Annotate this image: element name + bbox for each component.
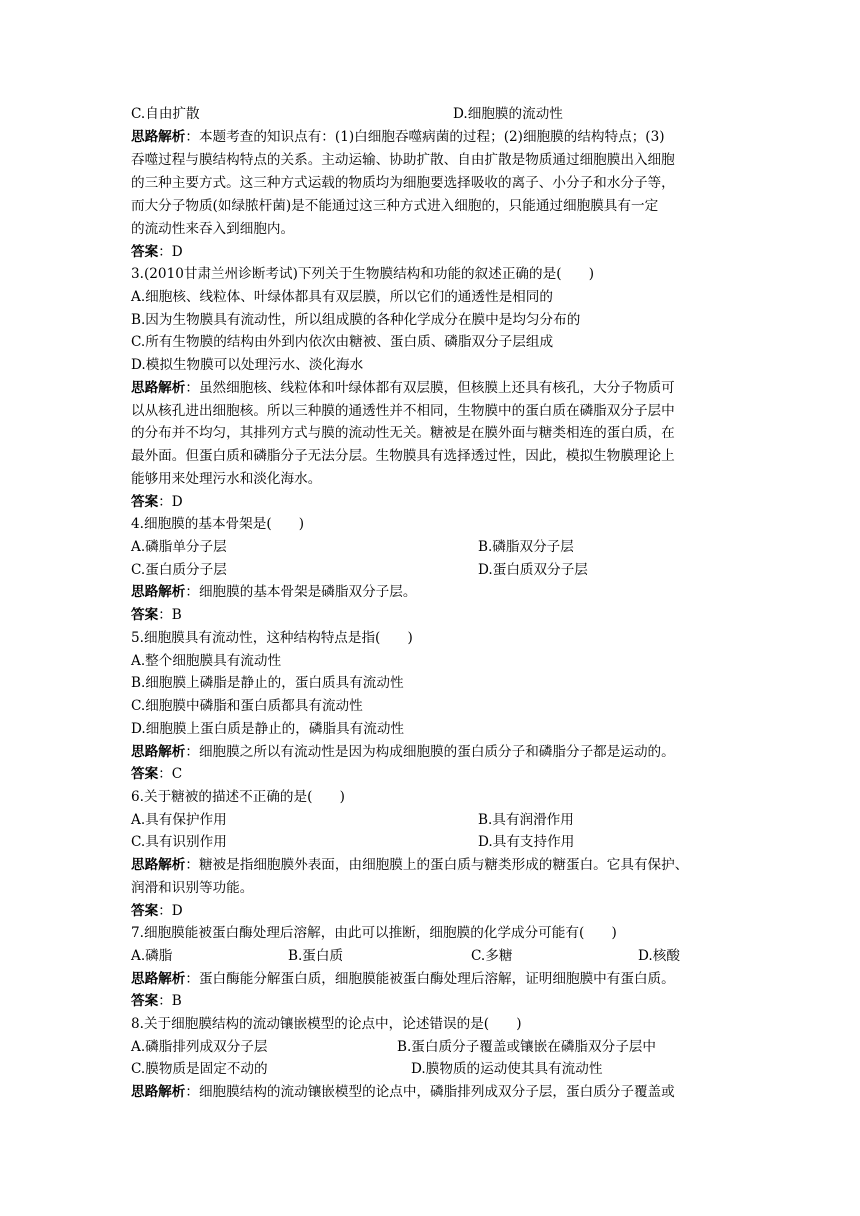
- q6-options-cd: [131, 831, 731, 854]
- q5-analysis-line-1: [131, 741, 731, 764]
- q3-option-a: A.细胞核、线粒体、叶绿体都具有双层膜，所以它们的通透性是相同的: [131, 289, 553, 305]
- q8-option-d: D.膜物质的运动使其具有流动性: [411, 1061, 603, 1077]
- q2-answer-value: ：D: [158, 244, 183, 260]
- q7-answer-value: ：B: [158, 993, 182, 1009]
- q2-analysis-line-5: 的流动性来吞入到细胞内。: [131, 221, 295, 237]
- q4-analysis-text-1: ：细胞膜的基本骨架是磷脂双分子层。: [185, 584, 417, 600]
- q2-option-d: D.细胞膜的流动性: [453, 106, 563, 122]
- q8-analysis-text-1: ：细胞膜结构的流动镶嵌模型的论点中，磷脂排列成双分子层，蛋白质分子覆盖或: [185, 1084, 675, 1100]
- q5-answer-value: ：C: [158, 766, 183, 782]
- q6-answer: [131, 900, 731, 923]
- q2-analysis-line-2: 吞噬过程与膜结构特点的关系。主动运输、协助扩散、自由扩散是物质通过细胞膜出入细胞: [131, 152, 675, 168]
- q4-option-a: A.磷脂单分子层: [131, 539, 227, 555]
- q3-analysis-line-5: 能够用来处理污水和淡化海水。: [131, 471, 322, 487]
- q2-options-cd: [131, 103, 731, 126]
- q5-option-c: C.细胞膜中磷脂和蛋白质都具有流动性: [131, 698, 363, 714]
- q2-answer: [131, 241, 731, 264]
- q3-stem: 3.(2010甘肃兰州诊断考试)下列关于生物膜结构和功能的叙述正确的是( ): [131, 266, 594, 282]
- q6-analysis-text-1: ：糖被是指细胞膜外表面，由细胞膜上的蛋白质与糖类形成的糖蛋白。它具有保护、: [185, 857, 689, 873]
- q8-analysis-line-1: [131, 1081, 731, 1104]
- q5-answer: [131, 763, 731, 786]
- q7-stem: 7.细胞膜能被蛋白酶处理后溶解，由此可以推断，细胞膜的化学成分可能有( ): [131, 925, 617, 941]
- q6-option-d: D.具有支持作用: [478, 834, 575, 850]
- analysis-label: 思路解析: [131, 584, 186, 600]
- q4-option-d: D.蛋白质双分子层: [478, 562, 588, 578]
- q7-option-c: C.多糖: [471, 948, 513, 964]
- q3-option-b: B.因为生物膜具有流动性，所以组成膜的各种化学成分在膜中是均匀分布的: [131, 312, 581, 328]
- q3-analysis-line-3: 的分布并不均匀，其排列方式与膜的流动性无关。糖被是在膜外面与糖类相连的蛋白质，在: [131, 425, 675, 441]
- q4-stem: 4.细胞膜的基本骨架是( ): [131, 516, 305, 532]
- q4-options-cd: [131, 559, 731, 582]
- analysis-label: 思路解析: [131, 380, 186, 396]
- q7-option-a: A.磷脂: [131, 948, 173, 964]
- q6-option-c: C.具有识别作用: [131, 834, 227, 850]
- q3-analysis-text-1: ：虽然细胞核、线粒体和叶绿体都有双层膜，但核膜上还具有核孔，大分子物质可: [185, 380, 675, 396]
- q5-stem: 5.细胞膜具有流动性，这种结构特点是指( ): [131, 630, 413, 646]
- q6-answer-value: ：D: [158, 903, 183, 919]
- q4-answer-value: ：B: [158, 607, 182, 623]
- q8-stem: 8.关于细胞膜结构的流动镶嵌模型的论点中，论述错误的是( ): [131, 1016, 522, 1032]
- q8-options-cd: [131, 1058, 731, 1081]
- q2-analysis-line-3: 的三种主要方式。这三种方式运载的物质均为细胞要选择吸收的离子、小分子和水分子等，: [131, 175, 675, 191]
- q7-option-b: B.蛋白质: [288, 948, 344, 964]
- q7-analysis-text-1: ：蛋白酶能分解蛋白质，细胞膜能被蛋白酶处理后溶解，证明细胞膜中有蛋白质。: [185, 971, 675, 987]
- q3-answer: [131, 491, 731, 514]
- analysis-label: 思路解析: [131, 129, 186, 145]
- q4-option-b: B.磷脂双分子层: [478, 539, 574, 555]
- analysis-label: 思路解析: [131, 1084, 186, 1100]
- answer-label: 答案: [131, 607, 159, 623]
- q6-analysis-line-2: 润滑和识别等功能。: [131, 880, 254, 896]
- q4-analysis-line-1: [131, 581, 731, 604]
- q5-option-d: D.细胞膜上蛋白质是静止的，磷脂具有流动性: [131, 721, 405, 737]
- q2-analysis-line-1: [131, 126, 731, 149]
- q7-analysis-line-1: [131, 968, 731, 991]
- q6-analysis-line-1: [131, 854, 731, 877]
- q5-analysis-text-1: ：细胞膜之所以有流动性是因为构成细胞膜的蛋白质分子和磷脂分子都是运动的。: [185, 744, 675, 760]
- analysis-label: 思路解析: [131, 857, 186, 873]
- q8-option-b: B.蛋白质分子覆盖或镶嵌在磷脂双分子层中: [397, 1039, 656, 1055]
- q6-stem: 6.关于糖被的描述不正确的是( ): [131, 789, 345, 805]
- q3-answer-value: ：D: [158, 494, 183, 510]
- analysis-label: 思路解析: [131, 971, 186, 987]
- q3-option-d: D.模拟生物膜可以处理污水、淡化海水: [131, 357, 364, 373]
- q4-options-ab: [131, 536, 731, 559]
- q6-options-ab: [131, 809, 731, 832]
- q3-option-c: C.所有生物膜的结构由外到内依次由糖被、蛋白质、磷脂双分子层组成: [131, 334, 554, 350]
- answer-label: 答案: [131, 766, 159, 782]
- answer-label: 答案: [131, 494, 159, 510]
- answer-label: 答案: [131, 903, 159, 919]
- q3-analysis-line-1: [131, 377, 731, 400]
- q5-option-a: A.整个细胞膜具有流动性: [131, 653, 282, 669]
- q4-answer: [131, 604, 731, 627]
- q8-option-c: C.膜物质是固定不动的: [131, 1061, 268, 1077]
- q5-option-b: B.细胞膜上磷脂是静止的，蛋白质具有流动性: [131, 675, 404, 691]
- q4-option-c: C.蛋白质分子层: [131, 562, 227, 578]
- q8-options-ab: [131, 1036, 731, 1059]
- q7-answer: [131, 990, 731, 1013]
- q3-analysis-line-4: 最外面。但蛋白质和磷脂分子无法分层。生物膜具有选择透过性，因此，模拟生物膜理论上: [131, 448, 675, 464]
- q8-option-a: A.磷脂排列成双分子层: [131, 1039, 268, 1055]
- analysis-label: 思路解析: [131, 744, 186, 760]
- q7-options: [131, 945, 731, 968]
- q2-analysis-line-4: 而大分子物质(如绿脓杆菌)是不能通过这三种方式进入细胞的，只能通过细胞膜具有一定: [131, 198, 659, 214]
- answer-label: 答案: [131, 244, 159, 260]
- q7-option-d: D.核酸: [638, 948, 680, 964]
- q2-analysis-text-1: ：本题考查的知识点有：(1)白细胞吞噬病菌的过程；(2)细胞膜的结构特点；(3): [185, 129, 665, 145]
- q2-option-c: C.自由扩散: [131, 106, 200, 122]
- q3-analysis-line-2: 以从核孔进出细胞核。所以三种膜的通透性并不相同，生物膜中的蛋白质在磷脂双分子层中: [131, 403, 675, 419]
- q6-option-a: A.具有保护作用: [131, 812, 227, 828]
- answer-label: 答案: [131, 993, 159, 1009]
- q6-option-b: B.具有润滑作用: [478, 812, 574, 828]
